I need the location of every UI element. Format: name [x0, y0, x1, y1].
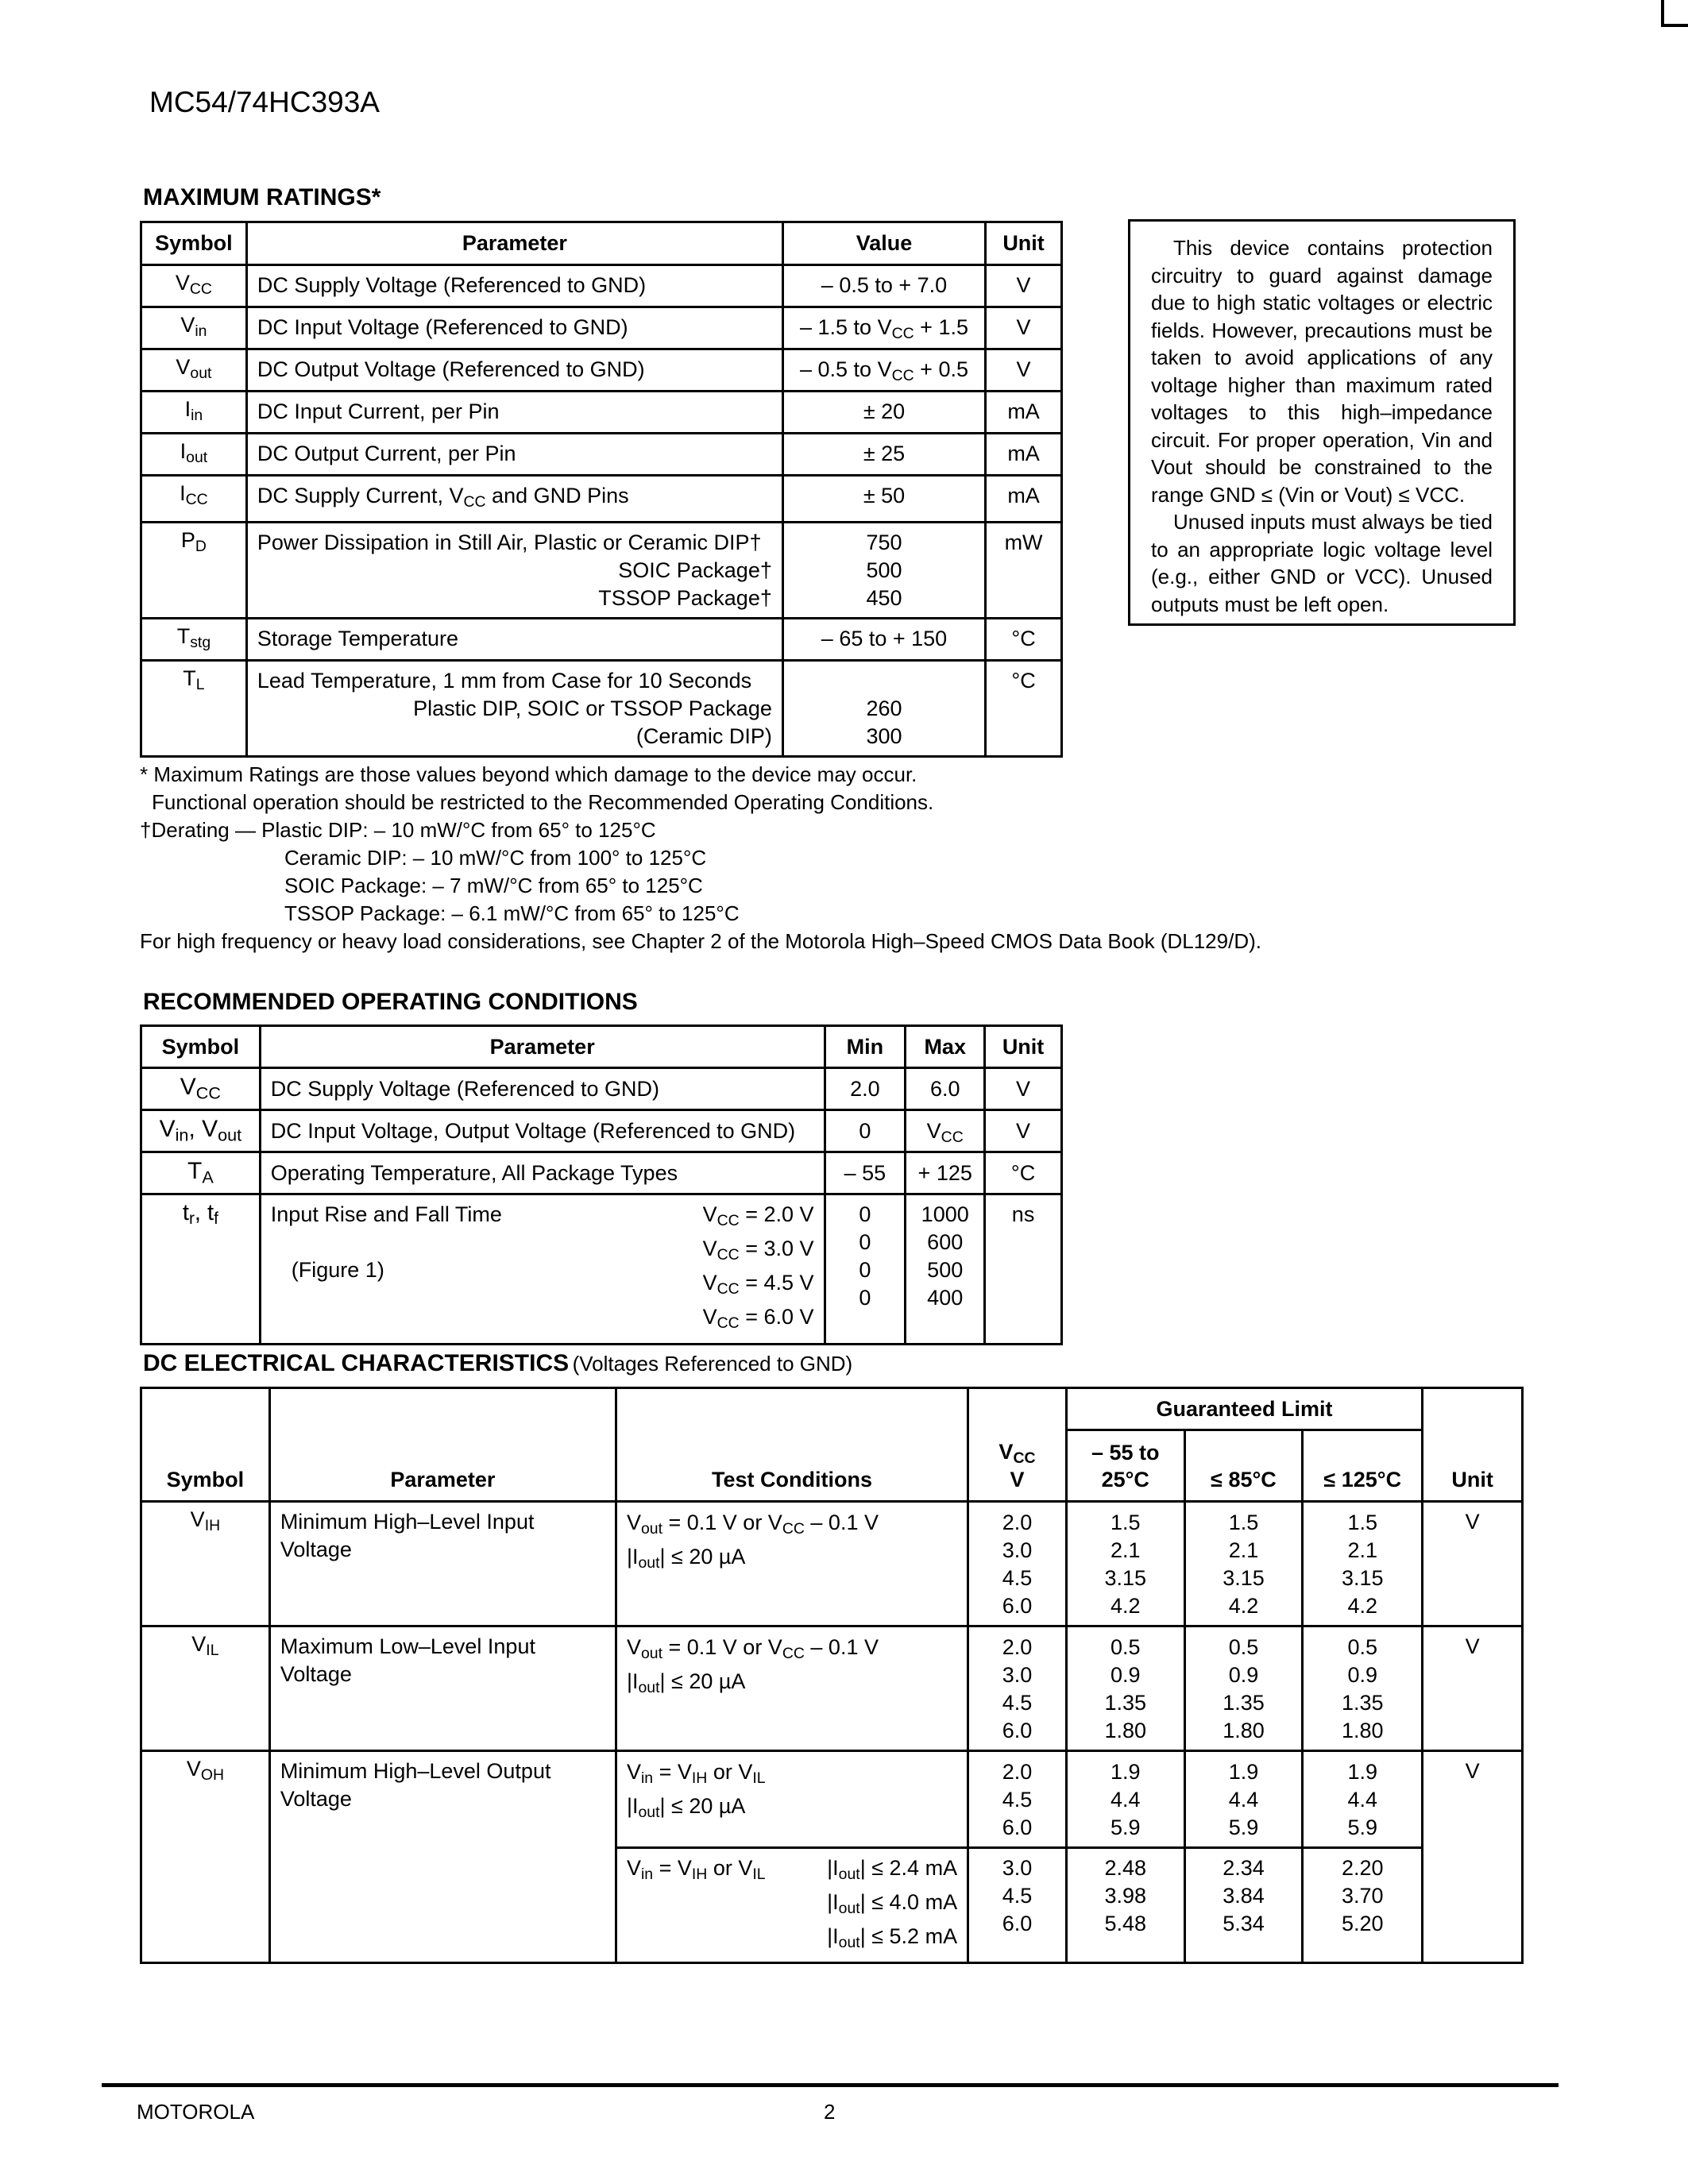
table-row: [141, 265, 1062, 307]
output-current-line: $|I_{out}| \le 2.4$ mA: [827, 1856, 958, 1883]
col-temp-25-line1: – 55 to: [1091, 1440, 1160, 1464]
unit-cell: V: [986, 349, 1062, 392]
vcc-value-line: 2.0: [1002, 1511, 1033, 1534]
supply-condition-line: $V_{CC} = 6.0$ V: [702, 1304, 814, 1332]
protection-note-box: [1128, 219, 1516, 626]
limit-85c: [1186, 1854, 1302, 1938]
vcc-value-line: 4.5: [1002, 1788, 1033, 1812]
limit-125c-line: 4.4: [1347, 1788, 1378, 1812]
symbol-cell: $V_{CC}$: [141, 265, 247, 307]
test-condition-line: $V_{out} = 0.1$ V or $V_{CC} - 0.1$ V: [626, 1635, 879, 1662]
limit-125c-line: 1.5: [1347, 1511, 1378, 1534]
value-line: ± 25: [863, 442, 906, 465]
max-cell: 6.0: [906, 1068, 985, 1110]
test-condition: [616, 1848, 968, 1963]
test-condition: [617, 1634, 967, 1702]
parameter-line: Minimum High–Level Input: [280, 1510, 535, 1534]
col-temp-85: ≤ 85°C: [1184, 1430, 1303, 1502]
limit-25c: [1066, 1502, 1184, 1626]
rec-conditions-table: [140, 1024, 1063, 1345]
col-temp-25-line2: 25°C: [1101, 1467, 1149, 1491]
col-parameter: Parameter: [246, 222, 782, 265]
col-value: Value: [782, 222, 985, 265]
symbol-cell: $V_{IL}$: [141, 1626, 270, 1751]
parameter-line: DC Output Voltage (Referenced to GND): [257, 357, 645, 381]
page-header-title: MC54/74HC393A: [149, 86, 380, 118]
table-row: [141, 349, 1062, 392]
test-condition: [617, 1758, 967, 1827]
limit-85c: [1186, 1509, 1302, 1620]
value-line: [784, 667, 984, 695]
parameter-cell: Operating Temperature, All Package Types: [260, 1152, 825, 1194]
vcc-value: [968, 1751, 1067, 1848]
vcc-value-line: 2.0: [1002, 1760, 1033, 1784]
col-symbol: Symbol: [141, 222, 247, 265]
limit-25c: [1066, 1848, 1184, 1963]
parameter-cell: [260, 1194, 825, 1345]
dc-char-heading-line: [143, 1350, 852, 1377]
limit-125c: [1303, 1502, 1423, 1626]
rise-fall-blank: [271, 1229, 502, 1256]
parameter-line: Plastic DIP, SOIC or TSSOP Package: [413, 696, 772, 720]
unit-cell: V: [985, 1110, 1062, 1152]
test-condition: [616, 1751, 968, 1848]
limit-125c: [1304, 1509, 1421, 1620]
col-vcc-label: $V_{CC}$: [999, 1440, 1036, 1467]
value-line: – 0.5 to $V_{CC} + 0.5$: [800, 357, 968, 384]
test-condition: [616, 1626, 968, 1751]
col-unit: Unit: [986, 222, 1062, 265]
vcc-value-line: 3.0: [1002, 1856, 1033, 1880]
limit-25c: [1068, 1634, 1184, 1745]
symbol-cell: $V_{OH}$: [141, 1751, 270, 1963]
value-line: 450: [866, 585, 902, 610]
limit-25c-line: 1.35: [1104, 1691, 1147, 1715]
vcc-value: [969, 1509, 1065, 1620]
limit-125c: [1303, 1626, 1423, 1751]
limit-85c-line: 1.80: [1223, 1719, 1265, 1742]
rec-conditions-heading: RECOMMENDED OPERATING CONDITIONS: [143, 989, 638, 1015]
vcc-value-line: 6.0: [1002, 1815, 1033, 1839]
col-parameter: Parameter: [269, 1388, 616, 1502]
value-line: – 1.5 to $V_{CC} + 1.5$: [800, 315, 968, 342]
vcc-value-line: 3.0: [1002, 1538, 1033, 1562]
parameter-line: Power Dissipation in Still Air, Plastic or Ceramic DIP†: [257, 530, 762, 554]
limit-85c-line: 2.1: [1228, 1538, 1259, 1562]
col-unit: Unit: [985, 1026, 1062, 1068]
rise-fall-left: [271, 1201, 502, 1337]
col-vcc-unit: V: [1010, 1468, 1025, 1491]
table-row: [141, 1626, 1523, 1751]
value-line: 300: [866, 723, 902, 748]
limit-25c-line: 3.98: [1104, 1884, 1147, 1908]
figure-ref: (Figure 1): [291, 1258, 384, 1282]
col-vcc: [968, 1388, 1067, 1502]
vcc-value-line: 3.0: [1002, 1663, 1033, 1687]
test-condition-line: $|I_{out}| \le 20$ µA: [626, 1669, 746, 1696]
symbol-cell: $I_{out}$: [141, 434, 247, 476]
parameter-cell: [246, 618, 782, 660]
limit-25c: [1066, 1626, 1184, 1751]
parameter-line: DC Supply Voltage (Referenced to GND): [257, 273, 647, 297]
limit-125c: [1303, 1848, 1423, 1963]
symbol-cell: $V_{CC}$: [141, 1068, 261, 1110]
limit-125c-line: 1.35: [1341, 1691, 1384, 1715]
limit-85c: [1184, 1626, 1303, 1751]
protection-note-p2: Unused inputs must always be tied to an appropriate logic voltage level (e.g., either GND or VCC). Unused outputs must be left open.: [1151, 510, 1493, 616]
parameter-line: DC Input Current, per Pin: [257, 399, 500, 423]
unit-cell: V: [1423, 1626, 1523, 1751]
symbol-cell: $P_D$: [141, 522, 247, 618]
limit-25c-line: 2.1: [1110, 1538, 1141, 1562]
note-line: TSSOP Package: – 6.1 mW/°C from 65° to 125°C: [284, 901, 740, 925]
parameter-line: Maximum Low–Level Input: [280, 1634, 535, 1658]
test-condition: [616, 1502, 968, 1626]
min-cell: 2.0: [825, 1068, 906, 1110]
table-row: [141, 1194, 1062, 1345]
vcc-value: [969, 1758, 1065, 1842]
limit-125c-line: 0.5: [1347, 1635, 1378, 1659]
limit-25c-line: 1.80: [1104, 1719, 1147, 1742]
symbol-cell: $I_{in}$: [141, 392, 247, 434]
symbol-cell: $T_A$: [141, 1152, 261, 1194]
vcc-value-line: 6.0: [1002, 1912, 1033, 1935]
limit-125c-line: 2.20: [1341, 1856, 1384, 1880]
symbol-cell: $V_{out}$: [141, 349, 247, 392]
parameter-cell: [269, 1751, 616, 1963]
min-cell-line: 0: [859, 1286, 871, 1310]
parameter-line: (Ceramic DIP): [635, 723, 772, 748]
note-line: * Maximum Ratings are those values beyond which damage to the device may occur.: [140, 762, 917, 786]
table-row: [141, 476, 1062, 523]
value-cell: [782, 660, 985, 756]
limit-85c: [1184, 1502, 1303, 1626]
value-cell: [782, 522, 985, 618]
table-row: [141, 392, 1062, 434]
value-line: ± 50: [863, 484, 906, 507]
parameter-line: DC Output Current, per Pin: [257, 442, 516, 465]
limit-125c-line: 2.1: [1347, 1538, 1378, 1562]
limit-85c-line: 1.9: [1228, 1760, 1259, 1784]
footer-rule: [102, 2083, 1559, 2087]
min-cell-line: 0: [859, 1230, 871, 1254]
symbol-cell: $T_{stg}$: [141, 618, 247, 660]
vcc-value: [968, 1626, 1067, 1751]
parameter-cell: [246, 349, 782, 392]
value-cell: [782, 434, 985, 476]
unit-cell: mA: [986, 476, 1062, 523]
limit-85c-line: 0.9: [1228, 1663, 1259, 1687]
unit-cell: °C: [986, 618, 1062, 660]
value-line: ± 20: [863, 399, 906, 423]
unit-cell: V: [1423, 1502, 1523, 1626]
limit-25c-line: 5.9: [1110, 1815, 1141, 1839]
parameter-line: Voltage: [280, 1538, 352, 1561]
vcc-value: [969, 1634, 1065, 1745]
limit-25c-line: 0.9: [1110, 1663, 1141, 1687]
parameter-line: DC Input Voltage (Referenced to GND): [257, 315, 628, 339]
col-symbol: Symbol: [141, 1026, 261, 1068]
output-current: [827, 1854, 967, 1957]
parameter-line: Minimum High–Level Output: [280, 1759, 551, 1783]
limit-85c-line: 4.4: [1228, 1788, 1259, 1812]
output-current-line: $|I_{out}| \le 4.0$ mA: [827, 1889, 958, 1917]
col-temp-25: [1066, 1430, 1184, 1502]
limit-85c: [1186, 1758, 1302, 1842]
unit-cell: ns: [985, 1194, 1062, 1345]
page-number: 2: [824, 2100, 836, 2124]
table-row: [141, 307, 1062, 349]
limit-85c-line: 1.35: [1223, 1691, 1265, 1715]
max-cell-line: 500: [927, 1258, 964, 1282]
value-cell: [782, 392, 985, 434]
unit-cell: V: [1423, 1751, 1523, 1963]
max-cell: + 125: [906, 1152, 985, 1194]
unit-cell: mA: [986, 434, 1062, 476]
limit-125c-line: 1.80: [1341, 1719, 1384, 1742]
vcc-value: [968, 1502, 1067, 1626]
parameter-cell: [269, 1626, 616, 1751]
unit-cell: V: [985, 1068, 1062, 1110]
symbol-cell: $T_L$: [141, 660, 247, 756]
test-condition: [617, 1509, 967, 1577]
parameter-cell: DC Supply Voltage (Referenced to GND): [260, 1068, 825, 1110]
max-ratings-table: [140, 221, 1063, 758]
rise-fall-label: Input Rise and Fall Time: [270, 1202, 502, 1226]
vcc-value-line: 4.5: [1002, 1884, 1033, 1908]
parameter-cell: [269, 1502, 616, 1626]
col-unit: Unit: [1423, 1388, 1523, 1502]
symbol-cell: $I_{CC}$: [141, 476, 247, 523]
value-cell: [782, 476, 985, 523]
col-symbol: Symbol: [141, 1388, 270, 1502]
limit-85c-line: 3.84: [1223, 1884, 1265, 1908]
protection-note-p1: This device contains protection circuitry to guard against damage due to high static voltages or electric fields. However, precautions must be taken to avoid applications of any voltage higher than maximum rated voltages to this high–impedance circuit. For proper operation, Vin and Vout should be constrained to the range GND ≤ (Vin or Vout) ≤ VCC.: [1151, 236, 1493, 507]
table-row: [141, 1110, 1062, 1152]
symbol-cell: $V_{IH}$: [141, 1502, 270, 1626]
limit-85c-line: 3.15: [1223, 1566, 1265, 1590]
limit-25c: [1068, 1854, 1184, 1938]
max-cell: $V_{CC}$: [906, 1110, 985, 1152]
table-row: [141, 660, 1062, 756]
limit-125c-line: 0.9: [1347, 1663, 1378, 1687]
dc-char-heading: DC ELECTRICAL CHARACTERISTICS: [143, 1350, 570, 1376]
limit-25c-line: 4.2: [1110, 1594, 1141, 1618]
value-line: 750: [866, 530, 902, 554]
table-row: [141, 1751, 1523, 1848]
limit-125c-line: 5.9: [1347, 1815, 1378, 1839]
parameter-cell: [246, 522, 782, 618]
parameter-cell: [246, 434, 782, 476]
note-line: †Derating — Plastic DIP: – 10 mW/°C from 65° to 125°C: [140, 818, 656, 842]
limit-85c-line: 1.5: [1228, 1511, 1259, 1534]
limit-125c: [1304, 1634, 1421, 1745]
value-line: 260: [866, 696, 902, 720]
vcc-value: [968, 1848, 1067, 1963]
col-test-conditions: Test Conditions: [616, 1388, 968, 1502]
dc-char-table: [140, 1387, 1524, 1964]
parameter-line: Lead Temperature, 1 mm from Case for 10 Seconds: [257, 668, 752, 693]
limit-125c-line: 4.2: [1347, 1594, 1378, 1618]
test-condition-line: $V_{out} = 0.1$ V or $V_{CC} - 0.1$ V: [626, 1511, 879, 1538]
limit-25c-line: 1.9: [1110, 1760, 1141, 1784]
symbol-cell: $V_{in}$, $V_{out}$: [141, 1110, 261, 1152]
parameter-cell: [246, 392, 782, 434]
max-cell-line: 400: [927, 1286, 964, 1310]
footer-brand: MOTOROLA: [137, 2100, 255, 2124]
table-row: [141, 522, 1062, 618]
limit-125c-line: 1.9: [1347, 1760, 1378, 1784]
col-parameter: Parameter: [260, 1026, 825, 1068]
limit-25c-line: 1.5: [1110, 1511, 1141, 1534]
parameter-line: Voltage: [280, 1662, 352, 1686]
unit-cell: mA: [986, 392, 1062, 434]
parameter-line: Storage Temperature: [257, 626, 459, 650]
parameter-cell: DC Input Voltage, Output Voltage (Referenced to GND): [260, 1110, 825, 1152]
min-cell-line: 0: [859, 1202, 871, 1226]
max-cell-line: 1000: [921, 1202, 969, 1226]
unit-cell: V: [986, 265, 1062, 307]
limit-85c-line: 5.34: [1223, 1912, 1265, 1935]
limit-85c-line: 4.2: [1228, 1594, 1259, 1618]
value-cell: [782, 618, 985, 660]
max-cell-line: 600: [927, 1230, 964, 1254]
supply-condition: [703, 1201, 824, 1337]
limit-125c: [1304, 1854, 1421, 1938]
limit-85c-line: 0.5: [1228, 1635, 1259, 1659]
parameter-cell: [246, 476, 782, 523]
value-cell: [782, 265, 985, 307]
min-cell: [826, 1201, 905, 1312]
unit-cell: °C: [986, 660, 1062, 756]
page-corner-mark: [1661, 0, 1688, 27]
value-line: 500: [866, 558, 902, 582]
table-row: [141, 1068, 1062, 1110]
symbol-cell: $t_r$, $t_f$: [141, 1194, 261, 1345]
limit-25c-line: 5.48: [1104, 1912, 1147, 1935]
parameter-cell: [246, 265, 782, 307]
limit-125c-line: 3.15: [1341, 1566, 1384, 1590]
limit-125c: [1303, 1751, 1423, 1848]
vcc-value-line: 4.5: [1002, 1691, 1033, 1715]
note-line: Functional operation should be restricted to the Recommended Operating Conditions.: [152, 790, 934, 814]
col-temp-125: ≤ 125°C: [1303, 1430, 1423, 1502]
value-line: – 0.5 to + 7.0: [821, 273, 948, 297]
limit-25c: [1066, 1751, 1184, 1848]
limit-85c-line: 5.9: [1228, 1815, 1259, 1839]
parameter-line: TSSOP Package†: [598, 585, 772, 610]
test-condition-line: $V_{in} = V_{IH}$ or $V_{IL}$: [626, 1760, 766, 1787]
vcc-value-line: 6.0: [1002, 1594, 1033, 1618]
limit-85c-line: 2.34: [1223, 1856, 1265, 1880]
col-guaranteed-limit: Guaranteed Limit: [1066, 1388, 1422, 1430]
max-ratings-heading: MAXIMUM RATINGS*: [143, 184, 381, 210]
limit-25c: [1068, 1758, 1184, 1842]
unit-cell: V: [986, 307, 1062, 349]
limit-85c: [1186, 1634, 1302, 1745]
test-condition-line: $|I_{out}| \le 20$ µA: [626, 1544, 746, 1572]
note-line: SOIC Package: – 7 mW/°C from 65° to 125°C: [284, 874, 703, 897]
parameter-line: Voltage: [280, 1787, 352, 1811]
note-line: Ceramic DIP: – 10 mW/°C from 100° to 125°C: [284, 846, 707, 870]
parameter-line: SOIC Package†: [618, 558, 772, 582]
supply-condition-line: $V_{CC} = 3.0$ V: [702, 1236, 814, 1264]
limit-25c-line: 3.15: [1104, 1566, 1147, 1590]
min-cell: 0: [825, 1110, 906, 1152]
vcc-value: [969, 1854, 1065, 1938]
note-line: For high frequency or heavy load considerations, see Chapter 2 of the Motorola High–Speed CMOS Data Book (DL129/D).: [140, 929, 1261, 953]
max-cell: [906, 1194, 985, 1345]
value-cell: [782, 349, 985, 392]
vcc-value-line: 6.0: [1002, 1719, 1033, 1742]
limit-25c-line: 2.48: [1104, 1856, 1147, 1880]
value-line: – 65 to + 150: [821, 626, 948, 650]
parameter-line: DC Supply Current, $V_{CC}$ and GND Pins: [257, 484, 629, 511]
test-condition-wrap: [627, 1854, 967, 1957]
supply-condition-line: $V_{CC} = 2.0$ V: [702, 1202, 814, 1229]
test-condition-left: $V_{in} = V_{IH}$ or $V_{IL}$: [626, 1856, 766, 1883]
vcc-value-line: 4.5: [1002, 1566, 1033, 1590]
output-current-line: $|I_{out}| \le 5.2$ mA: [827, 1924, 958, 1951]
unit-cell: °C: [985, 1152, 1062, 1194]
parameter-cell: [246, 660, 782, 756]
table-row: [141, 1152, 1062, 1194]
unit-cell: mW: [986, 522, 1062, 618]
rise-fall-wrap: [271, 1201, 824, 1337]
col-max: Max: [906, 1026, 985, 1068]
min-cell: – 55: [825, 1152, 906, 1194]
limit-25c: [1068, 1509, 1184, 1620]
table-row: [141, 618, 1062, 660]
limit-25c-line: 4.4: [1110, 1788, 1141, 1812]
limit-85c: [1184, 1848, 1303, 1963]
limit-125c-line: 5.20: [1341, 1912, 1384, 1935]
min-cell: [825, 1194, 906, 1345]
value-cell: [782, 307, 985, 349]
table-row: [141, 1502, 1523, 1626]
vcc-value-line: 2.0: [1002, 1635, 1033, 1659]
dc-char-heading-note: (Voltages Referenced to GND): [572, 1352, 853, 1376]
symbol-cell: $V_{in}$: [141, 307, 247, 349]
limit-85c: [1184, 1751, 1303, 1848]
parameter-cell: [246, 307, 782, 349]
table-row: [141, 434, 1062, 476]
test-condition-line: $|I_{out}| \le 20$ µA: [626, 1793, 746, 1821]
col-min: Min: [825, 1026, 906, 1068]
limit-125c: [1304, 1758, 1421, 1842]
limit-125c-line: 3.70: [1341, 1884, 1384, 1908]
max-ratings-notes: [140, 761, 1261, 955]
limit-25c-line: 0.5: [1110, 1635, 1141, 1659]
supply-condition-line: $V_{CC} = 4.5$ V: [702, 1270, 814, 1298]
max-cell: [906, 1201, 983, 1312]
min-cell-line: 0: [859, 1258, 871, 1282]
